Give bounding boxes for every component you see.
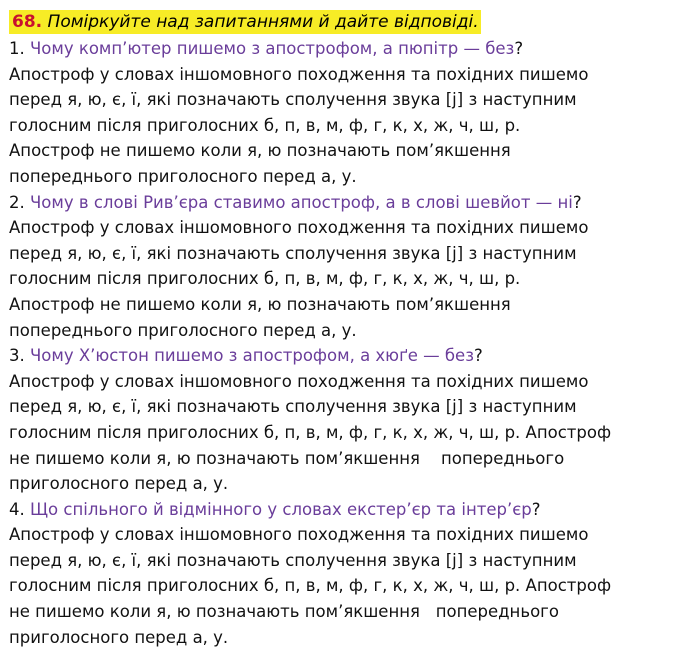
question-1: [9, 36, 689, 62]
question-number: 2.: [9, 192, 25, 212]
question-block-4: [9, 497, 689, 651]
question-mark: ?: [572, 192, 582, 212]
answer-line: приголосного перед а, у.: [9, 627, 229, 647]
answer-line: перед я, ю, є, ї, які позначають сполучення звука [j] з наступним: [9, 90, 577, 110]
exercise-heading: [9, 10, 689, 34]
answer-line: голосним після приголосних б, п, в, м, ф, г, к, х, ж, ч, ш, р. Апостроф: [9, 576, 612, 596]
exercise-instruction: Поміркуйте над запитаннями й дайте відповіді.: [47, 12, 479, 32]
answer-line: Апостроф у словах іншомовного походження та похідних пишемо: [9, 525, 589, 545]
question-4: [9, 497, 689, 523]
question-2: [9, 190, 689, 216]
answer-1: [9, 62, 689, 190]
answer-line: Апостроф не пишемо коли я, ю позначають пом’якшення: [9, 294, 511, 314]
answer-line: попереднього приголосного перед а, у.: [9, 320, 357, 340]
question-text: Чому в слові Рив’єра ставимо апостроф, а в слові шевйот — ні: [30, 192, 573, 212]
answer-line: Апостроф у словах іншомовного походження та похідних пишемо: [9, 218, 589, 238]
question-3: [9, 343, 689, 369]
exercise-page: [9, 10, 689, 650]
answer-3: [9, 369, 689, 497]
answer-line: Апостроф у словах іншомовного походження та похідних пишемо: [9, 64, 589, 84]
answer-line: голосним після приголосних б, п, в, м, ф, г, к, х, ж, ч, ш, р. Апостроф: [9, 422, 612, 442]
answer-2: [9, 215, 689, 343]
question-number: 1.: [9, 39, 25, 58]
question-text: Чому Х’юстон пишемо з апострофом, а хюґе — без: [30, 346, 474, 366]
answer-line: не пишемо коли я, ю позначають пом’якшення попереднього: [9, 602, 559, 622]
answer-line: Апостроф не пишемо коли я, ю позначають пом’якшення: [9, 141, 511, 161]
answer-line: перед я, ю, є, ї, які позначають сполучення звука [j] з наступним: [9, 243, 577, 263]
answer-line: попереднього приголосного перед а, у.: [9, 166, 357, 186]
question-block-2: [9, 190, 689, 344]
answer-line: голосним після приголосних б, п, в, м, ф, г, к, х, ж, ч, ш, р.: [9, 115, 521, 135]
question-text: Чому комп’ютер пишемо з апострофом, а пюпітр — без: [30, 39, 515, 58]
question-number: 3.: [9, 346, 25, 366]
answer-line: приголосного перед а, у.: [9, 474, 229, 494]
answer-line: перед я, ю, є, ї, які позначають сполучення звука [j] з наступним: [9, 550, 577, 570]
question-text: Що спільного й відмінного у словах екстер’єр та інтер’єр: [30, 499, 532, 519]
answer-line: Апостроф у словах іншомовного походження та похідних пишемо: [9, 371, 589, 391]
answer-line: не пишемо коли я, ю позначають пом’якшення попереднього: [9, 448, 565, 468]
question-block-1: [9, 36, 689, 190]
question-mark: ?: [531, 499, 541, 519]
answer-line: голосним після приголосних б, п, в, м, ф, г, к, х, ж, ч, ш, р.: [9, 269, 521, 289]
question-number: 4.: [9, 499, 25, 519]
question-mark: ?: [514, 39, 524, 58]
exercise-number: 68.: [12, 12, 43, 32]
answer-line: перед я, ю, є, ї, які позначають сполучення звука [j] з наступним: [9, 397, 577, 417]
answer-4: [9, 522, 689, 650]
heading-highlight: [9, 10, 481, 34]
question-block-3: [9, 343, 689, 497]
question-mark: ?: [474, 346, 483, 366]
